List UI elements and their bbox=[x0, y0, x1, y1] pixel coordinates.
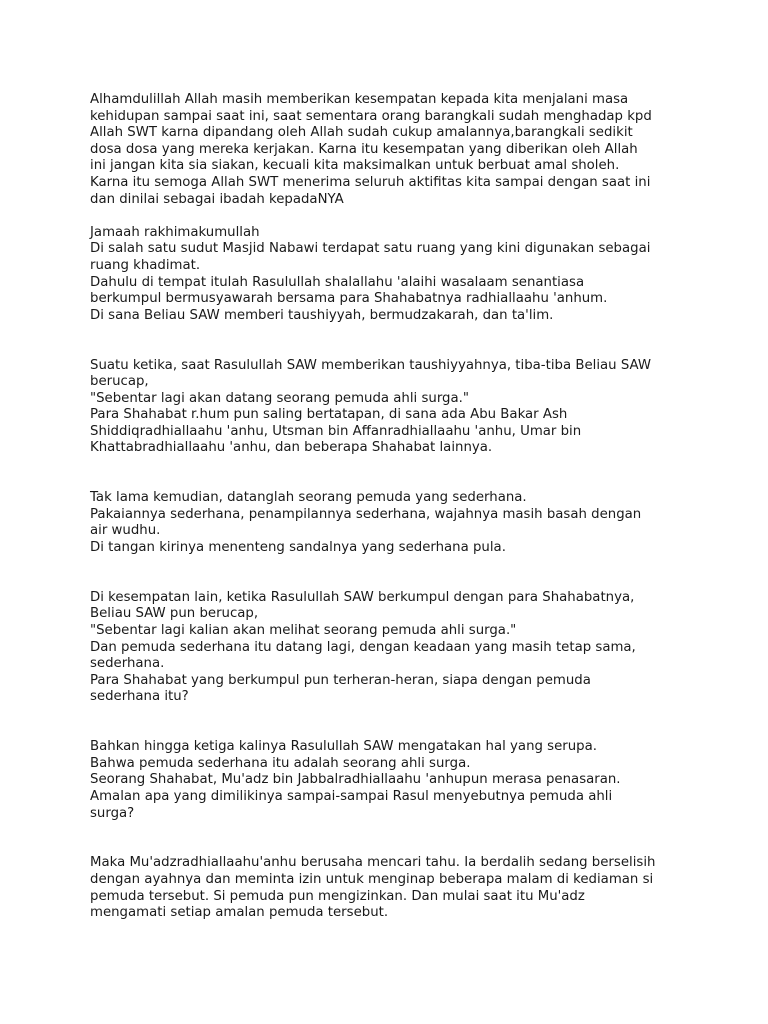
text-line: Pakaiannya sederhana, penampilannya sederhana, wajahnya masih basah dengan bbox=[90, 506, 642, 522]
text-line: sederhana. bbox=[90, 656, 165, 672]
text-line: Para Shahabat r.hum pun saling bertatapan, di sana ada Abu Bakar Ash bbox=[90, 407, 568, 423]
text-line: dan dinilai sebagai ibadah kepadaNYA bbox=[90, 191, 344, 207]
paragraph-opening bbox=[90, 92, 690, 208]
text-line: ruang khadimat. bbox=[90, 257, 201, 273]
text-line: Allah SWT karna dipandang oleh Allah sudah cukup amalannya,barangkali sedikit bbox=[90, 125, 633, 141]
text-line: "Sebentar lagi kalian akan melihat seorang pemuda ahli surga." bbox=[90, 623, 517, 638]
text-line: Alhamdulillah Allah masih memberikan kesempatan kepada kita menjalani masa bbox=[90, 92, 629, 107]
text-line: Di sana Beliau SAW memberi taushiyyah, bermudzakarah, dan ta'lim. bbox=[90, 307, 554, 323]
text-line: Suatu ketika, saat Rasulullah SAW memberikan taushiyyahnya, tiba-tiba Beliau SAW bbox=[90, 357, 652, 373]
text-line: Khattabradhiallaahu 'anhu, dan beberapa Shahabat lainnya. bbox=[90, 440, 493, 456]
paragraph-spacer bbox=[90, 557, 690, 590]
text-line: Di tangan kirinya menenteng sandalnya yang sederhana pula. bbox=[90, 540, 506, 556]
text-line: Bahwa pemuda sederhana itu adalah seorang ahli surga. bbox=[90, 755, 471, 771]
text-line: Beliau SAW pun berucap, bbox=[90, 606, 259, 622]
paragraph-spacer bbox=[90, 706, 690, 739]
text-line: Para Shahabat yang berkumpul pun terheran-heran, siapa dengan pemuda bbox=[90, 672, 591, 688]
text-line: Maka Mu'adzradhiallaahu'anhu berusaha mencari tahu. Ia berdalih sedang berselisih bbox=[90, 855, 656, 871]
paragraph-suatu-ketika bbox=[90, 358, 690, 458]
paragraph-tak-lama bbox=[90, 490, 690, 556]
text-line: Shiddiqradhiallaahu 'anhu, Utsman bin Affanradhiallaahu 'anhu, Umar bin bbox=[90, 423, 582, 439]
text-line: Amalan apa yang dimilikinya sampai-sampai Rasul menyebutnya pemuda ahli bbox=[90, 788, 613, 804]
text-line: berkumpul bermusyawarah bersama para Shahabatnya radhiallaahu 'anhum. bbox=[90, 291, 608, 307]
document-body bbox=[90, 92, 690, 922]
paragraph-ketiga-kalinya bbox=[90, 739, 690, 822]
text-line: Di kesempatan lain, ketika Rasulullah SAW berkumpul dengan para Shahabatnya, bbox=[90, 589, 635, 605]
text-line: Jamaah rakhimakumullah bbox=[90, 224, 260, 240]
text-line: Seorang Shahabat, Mu'adz bin Jabbalradhiallaahu 'anhupun merasa penasaran. bbox=[90, 772, 621, 788]
paragraph-masjid-nabawi bbox=[90, 225, 690, 325]
paragraph-kesempatan-lain bbox=[90, 590, 690, 706]
text-line: ini jangan kita sia siakan, kecuali kita maksimalkan untuk berbuat amal sholeh. bbox=[90, 158, 620, 174]
paragraph-muadz bbox=[90, 855, 690, 921]
text-line: dengan ayahnya dan meminta izin untuk menginap beberapa malam di kediaman si bbox=[90, 871, 654, 887]
paragraph-spacer bbox=[90, 324, 690, 357]
text-line: Dahulu di tempat itulah Rasulullah shalallahu 'alaihi wasalaam senantiasa bbox=[90, 274, 585, 290]
text-line: berucap, bbox=[90, 374, 149, 390]
text-line: kehidupan sampai saat ini, saat sementara orang barangkali sudah menghadap kpd bbox=[90, 108, 652, 124]
text-line: sederhana itu? bbox=[90, 689, 189, 705]
text-line: "Sebentar lagi akan datang seorang pemuda ahli surga." bbox=[90, 390, 469, 406]
text-line: Bahkan hingga ketiga kalinya Rasulullah SAW mengatakan hal yang serupa. bbox=[90, 739, 597, 755]
text-line: air wudhu. bbox=[90, 523, 161, 539]
paragraph-spacer bbox=[90, 822, 690, 855]
text-line: Tak lama kemudian, datanglah seorang pemuda yang sederhana. bbox=[90, 490, 527, 506]
text-line: surga? bbox=[90, 805, 135, 821]
text-line: Karna itu semoga Allah SWT menerima seluruh aktifitas kita sampai dengan saat ini bbox=[90, 174, 651, 190]
paragraph-spacer bbox=[90, 457, 690, 490]
text-line: Dan pemuda sederhana itu datang lagi, dengan keadaan yang masih tetap sama, bbox=[90, 639, 636, 655]
text-line: dosa dosa yang mereka kerjakan. Karna itu kesempatan yang diberikan oleh Allah bbox=[90, 141, 638, 157]
text-line: pemuda tersebut. Si pemuda pun mengizinkan. Dan mulai saat itu Mu'adz bbox=[90, 888, 585, 904]
text-line: mengamati setiap amalan pemuda tersebut. bbox=[90, 905, 389, 921]
paragraph-spacer bbox=[90, 208, 690, 225]
text-line: Di salah satu sudut Masjid Nabawi terdapat satu ruang yang kini digunakan sebagai bbox=[90, 241, 651, 257]
